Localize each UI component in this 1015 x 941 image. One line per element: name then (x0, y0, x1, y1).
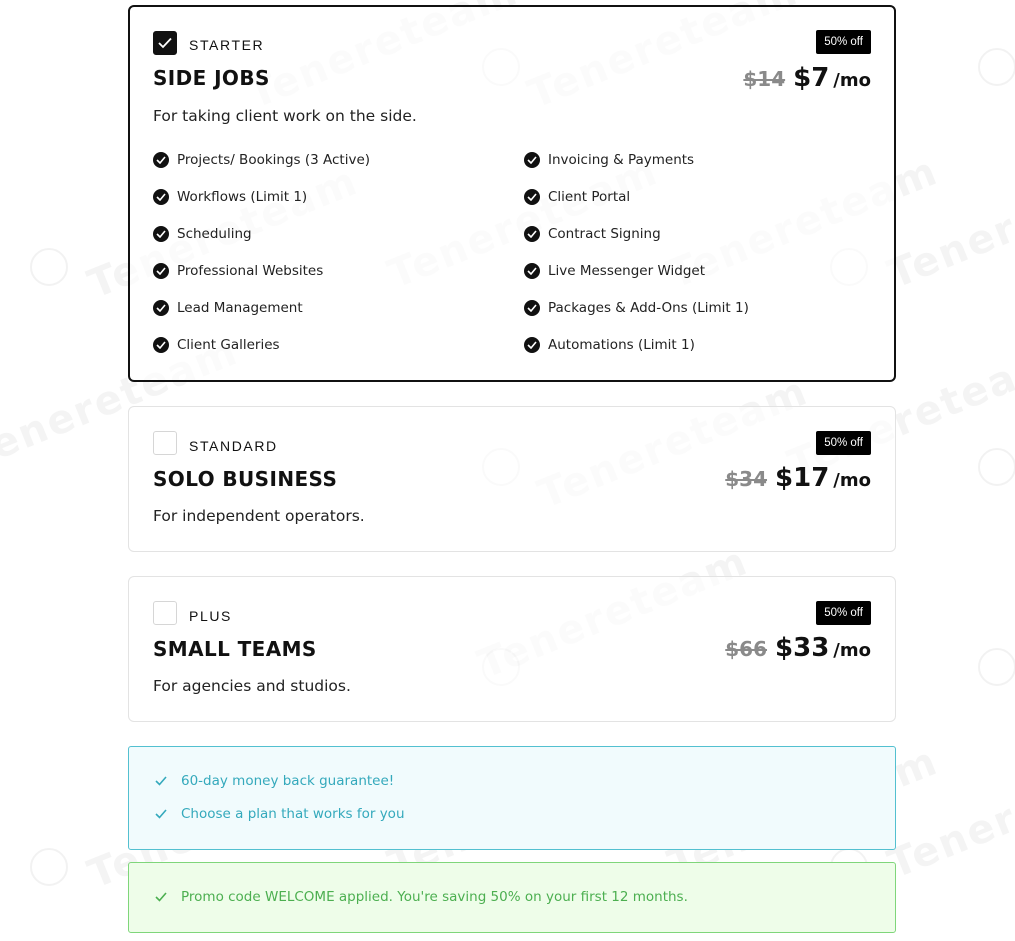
check-circle-icon (524, 337, 540, 353)
discount-badge: 50% off (816, 601, 871, 625)
check-circle-icon (153, 263, 169, 279)
watermark-seal-icon (978, 448, 1015, 486)
new-price: $7 (793, 63, 830, 93)
guarantee-notice (128, 746, 896, 850)
feature-label: Contract Signing (548, 226, 661, 242)
old-price: $66 (725, 637, 768, 661)
watermark-seal-icon (978, 648, 1015, 686)
guarantee-item (155, 773, 394, 789)
promo-notice (128, 862, 896, 933)
check-circle-icon (524, 152, 540, 168)
plan-price (725, 463, 871, 493)
check-circle-icon (524, 263, 540, 279)
promo-text: Promo code WELCOME applied. You're saving 50% on your first 12 months. (181, 889, 688, 905)
check-circle-icon (524, 226, 540, 242)
check-circle-icon (153, 337, 169, 353)
feature-label: Live Messenger Widget (548, 263, 705, 279)
watermark-seal-icon (30, 248, 68, 286)
feature-item (524, 300, 749, 316)
guarantee-text: 60-day money back guarantee! (181, 773, 395, 789)
plan-description: For taking client work on the side. (153, 107, 417, 125)
feature-item (153, 300, 303, 316)
watermark-text (882, 738, 1015, 888)
feature-label: Workflows (Limit 1) (177, 189, 308, 205)
plan-tier-label: STANDARD (189, 438, 278, 454)
plan-card-starter[interactable] (128, 5, 896, 382)
feature-item (524, 189, 630, 205)
watermark-text (882, 148, 1015, 298)
check-circle-icon (524, 189, 540, 205)
feature-item (524, 337, 695, 353)
check-circle-icon (153, 189, 169, 205)
feature-item (153, 337, 280, 353)
feature-label: Automations (Limit 1) (548, 337, 695, 353)
plan-description: For independent operators. (153, 507, 365, 525)
plan-description: For agencies and studios. (153, 677, 351, 695)
feature-label: Professional Websites (177, 263, 324, 279)
watermark-seal-icon (30, 848, 68, 886)
check-icon (155, 809, 167, 819)
plan-name: SMALL TEAMS (153, 637, 317, 661)
feature-label: Lead Management (177, 300, 303, 316)
plan-checkbox[interactable] (153, 601, 177, 625)
plan-name: SOLO BUSINESS (153, 467, 338, 491)
plan-tier-label: STARTER (189, 37, 265, 53)
feature-item (153, 263, 323, 279)
plan-name: SIDE JOBS (153, 66, 270, 90)
guarantee-text: Choose a plan that works for you (181, 806, 405, 822)
feature-item (524, 226, 661, 242)
feature-label: Invoicing & Payments (548, 152, 695, 168)
feature-label: Client Portal (548, 189, 631, 205)
watermark-seal-icon (978, 48, 1015, 86)
plan-card-standard[interactable] (128, 406, 896, 552)
feature-label: Client Galleries (177, 337, 280, 353)
price-period: /mo (833, 70, 871, 91)
plan-tier-label: PLUS (189, 608, 232, 624)
guarantee-item (155, 806, 405, 822)
old-price: $14 (743, 67, 786, 91)
plan-checkbox[interactable] (153, 431, 177, 455)
feature-item (524, 263, 705, 279)
price-period: /mo (833, 470, 871, 491)
check-icon (155, 892, 167, 902)
check-circle-icon (153, 300, 169, 316)
check-circle-icon (153, 152, 169, 168)
discount-badge: 50% off (816, 30, 871, 54)
check-circle-icon (153, 226, 169, 242)
promo-item (155, 889, 688, 905)
new-price: $33 (775, 633, 830, 663)
plan-price (743, 63, 871, 93)
feature-item (153, 189, 307, 205)
discount-badge: 50% off (816, 431, 871, 455)
feature-item (153, 152, 370, 168)
feature-label: Projects/ Bookings (3 Active) (177, 152, 371, 168)
new-price: $17 (775, 463, 830, 493)
plan-card-plus[interactable] (128, 576, 896, 722)
feature-item (153, 226, 252, 242)
feature-item (524, 152, 694, 168)
check-icon (155, 776, 167, 786)
price-period: /mo (833, 640, 871, 661)
plan-checkbox-checked[interactable] (153, 31, 177, 55)
check-icon (158, 37, 172, 49)
check-circle-icon (524, 300, 540, 316)
feature-label: Packages & Add-Ons (Limit 1) (548, 300, 749, 316)
plan-price (725, 633, 871, 663)
feature-label: Scheduling (177, 226, 252, 242)
old-price: $34 (725, 467, 768, 491)
